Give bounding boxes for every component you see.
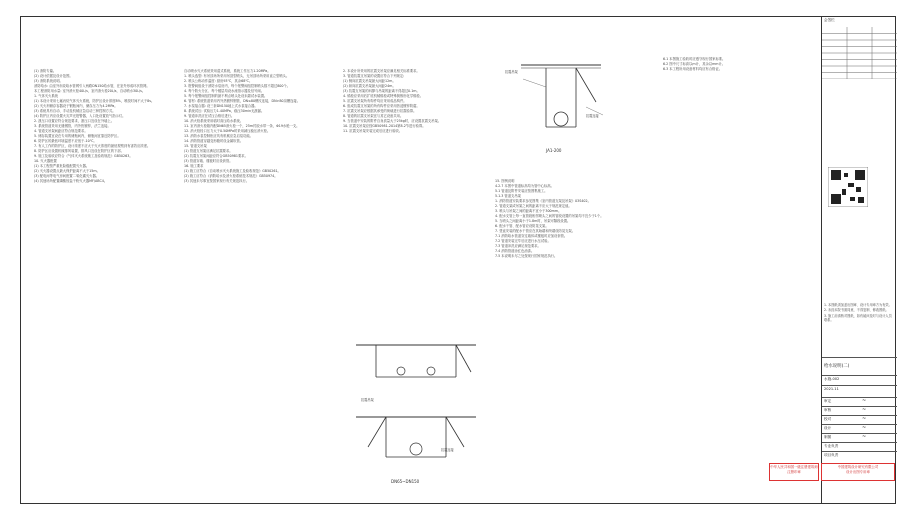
note-paragraph: 3. 喷头与吊架之间的距离不宜小于300mm。	[495, 209, 562, 213]
note-paragraph: (2) 设计依据及设计范围。	[34, 74, 73, 78]
note-paragraph: 5.1.3 管道支吊架	[495, 194, 521, 198]
note-paragraph: (1) 本工程按严重危险级配置灭火器。	[34, 164, 90, 168]
date-row: 2021.11	[822, 385, 897, 395]
note-paragraph: 2. 喷头公称动作温度: 厨房93℃，其余68℃。	[184, 79, 253, 83]
note-paragraph: 8. 系统试压: 试验压力1.40MPa，稳压30min无泄漏。	[184, 109, 265, 113]
signature: ~	[862, 425, 867, 431]
signature: ~	[862, 407, 867, 413]
note-paragraph: 4.2.7 本图中管道标高均为管中心标高。	[495, 184, 554, 188]
design-institute-stamp: 中国建筑设计研究有限公司 设计出图专用章	[821, 463, 895, 481]
note-paragraph: 12. 消火栓栓口压力大于0.50MPa时采用减压稳压消火栓。	[184, 129, 271, 133]
drawing-number-row: 水施-002	[822, 375, 897, 385]
note-paragraph: (4) 其他场所配置磷酸铵盐干粉灭火器MF/ABC4。	[34, 179, 108, 183]
note-paragraph: 5. 储存装置宜设在专用的储瓶间内，储瓶间宜靠近防护区。	[34, 134, 121, 138]
note-paragraph: 3. 系统管道采用无缝钢管，内外热镀锌，法兰连接。	[34, 124, 111, 128]
note-paragraph: 6. 管材: 系统管道采用内外热镀锌钢管，DN≤80螺纹连接，DN>80沟槽连接。	[184, 99, 300, 103]
note-paragraph: 2. 管道支架或吊架之间的距离不应大于规范规定值。	[495, 204, 572, 208]
figure-caption-2: DN65~DN150	[391, 479, 420, 484]
note-paragraph: (2) 灭火剂储存容器设于钢瓶间内，储存压力为4.2MPa。	[34, 104, 118, 108]
note-paragraph: (1) 施工应符合《自动喷水灭火系统施工及验收规范》GB50261。	[184, 169, 281, 173]
note-paragraph: 2. 本设计所采用的抗震支吊架应满足相关标准要求。	[343, 69, 420, 73]
countersign-grid	[822, 27, 897, 79]
signature: ~	[862, 434, 867, 440]
note-paragraph: 10. 消火栓系统采用临时高压给水系统。	[184, 119, 244, 123]
figure-label-1b: 抗震连接	[586, 114, 599, 118]
note-paragraph: 4. 每个防火分区、每个楼层均设水流指示器及信号阀。	[184, 89, 265, 93]
note-paragraph: 10. 灭火器配置	[34, 159, 57, 163]
notes-column-4	[495, 179, 643, 259]
notes-column-2	[184, 69, 329, 184]
note-paragraph: 7.3 管道冲洗应满足规范要求。	[495, 244, 541, 248]
note-paragraph: 7. 水泵接合器: 设三套DN150地上式水泵接合器。	[184, 104, 258, 108]
note-paragraph: 7.2 管道安装完毕后应进行水压试验。	[495, 239, 551, 243]
note-paragraph: 7.5 本说明未尽之处按现行国家规范执行。	[495, 254, 558, 258]
note-paragraph: 11. 室内消火栓箱内配DN65消火栓一个，25m衬胶水带一条，Φ19水枪一支。	[184, 124, 300, 128]
note-paragraph: 4. 配水支管上每一直管段相邻喷头之间的管段设置的吊架均不宜少于1个。	[495, 214, 604, 218]
note-paragraph: (3) 管道穿墙、楼板时应设套管。	[184, 159, 233, 163]
note-paragraph: 5. 每个报警阀组控制的最不利点喷头处设末端试水装置。	[184, 94, 268, 98]
signature: ~	[862, 416, 867, 422]
note-paragraph: 9. 施工及验收应符合《气体灭火系统施工及验收规范》GB50263。	[34, 154, 133, 158]
note-paragraph: 7.4 消防管道涂红色油漆。	[495, 249, 535, 253]
note-paragraph: (4) 防护区内应设置火灾声光报警器，入口处设置放气指示灯。	[34, 114, 126, 118]
note-paragraph: 9. 管道冲洗应在试压合格后进行。	[184, 114, 235, 118]
note-paragraph: 14. 消防管道穿越变形缝时设金属软管。	[184, 139, 244, 143]
note-paragraph: 8. 防护区应设置机械排风装置，排风口宜设在防护区的下部。	[34, 149, 124, 153]
note-paragraph: 11. 抗震支吊架安装完成后应进行验收。	[343, 129, 403, 133]
note-paragraph: (2) 施工应符合《消防给水及消火栓系统技术规范》GB50974。	[184, 174, 278, 178]
seismic-hanger-detail-2	[346, 337, 491, 487]
note-paragraph: 5. 抗震支吊架所有构件均应采用成品构件。	[343, 99, 407, 103]
figure-label-2b: 抗震连接	[441, 448, 454, 452]
note-paragraph: 1. 气体灭火系统	[34, 94, 58, 98]
note-paragraph: 消防给水: 由室外市政给水管网引入两路DN150给水管，在室外形成环状管网。	[34, 84, 150, 88]
note-paragraph: 自动喷水灭火系统采用湿式系统，系统工作压力1.20MPa。	[184, 69, 271, 73]
note-paragraph: 13. 消防水泵控制柜应具有机械应急启泵功能。	[184, 134, 253, 138]
note-paragraph: (3) 系统具有自动、手动及机械应急启动三种控制方式。	[34, 109, 116, 113]
note-paragraph: 2. 泄压口设置应符合规范要求，泄压口宜设在外墙上。	[34, 119, 115, 123]
note-paragraph: 3. 报警阀组设于消防水泵房内，每个报警阀组控制喷头数不超过800个。	[184, 84, 291, 88]
note-paragraph: 5. 当喷头之间距离小于1.8m时，吊架可隔段设置。	[495, 219, 571, 223]
note-paragraph: 8. 管道的抗震支吊架宜与其它设备共用。	[343, 114, 404, 118]
note-paragraph: (1) 消防专篇。	[34, 69, 57, 73]
registration-stamp: 中华人民共和国一级注册建筑师 注册印章	[769, 463, 819, 481]
note-paragraph: (1) 本设计采用七氟丙烷气体灭火系统，防护区设计浓度8%，喷放时间不大于8s。	[34, 99, 155, 103]
note-paragraph: (2) 抗震支吊架间距应符合GB50981要求。	[184, 154, 248, 158]
note-paragraph: 9. 当管道中安装的附件自身质量大于25kg时，应设置抗震支吊架。	[343, 119, 442, 123]
note-paragraph: 7. 抗震支吊架应根据其承受的荷载进行抗震验算。	[343, 109, 417, 113]
signature: ~	[862, 398, 867, 404]
note-paragraph: 4. 管道支吊架间距应符合规范要求。	[34, 129, 88, 133]
note-paragraph: (3) 消防系统说明。	[34, 79, 63, 83]
note-paragraph: 6. 组成抗震支吊架的所有构件应采用热浸镀锌防腐。	[343, 104, 420, 108]
drawing-sheet	[20, 16, 896, 504]
note-paragraph: (1) 侧向抗震支吊架最大间距12m。	[343, 79, 396, 83]
note-paragraph: 1. 消防管道安装要求参见图集《室内管道支架及吊架》03S402。	[495, 199, 591, 203]
title-block-header: 会签栏	[824, 18, 835, 22]
note-paragraph: 7.1 消防给水管道穿过墙体或楼板时应加设套管。	[495, 234, 568, 238]
note-paragraph: (3) 其他未尽事宜按国家现行有关规范执行。	[184, 179, 250, 183]
sign-row-1: 审定 ~	[822, 397, 897, 406]
note-paragraph: 5.1 管道及附件安装应按图集施工。	[495, 189, 548, 193]
sign-row-3: 校对 ~	[822, 415, 897, 424]
notes-column-3	[343, 69, 488, 134]
note-paragraph: 7. 有人工作的防护区，设计浓度不应大于灭火浓度的最低观察到有害效应浓度。	[34, 144, 151, 148]
notes-column-1	[34, 69, 174, 184]
sign-row-7: 项目负责	[822, 451, 897, 460]
notes-column-5	[663, 57, 813, 72]
note-paragraph: 3. 管道抗震支吊架的设置应符合下列规定:	[343, 74, 405, 78]
sign-row-2: 审核 ~	[822, 406, 897, 415]
note-paragraph: 10. 抗震支吊架应按GB50981-2014第8.2节进行验算。	[343, 124, 426, 128]
title-block	[821, 17, 897, 503]
sign-row-5: 制图 ~	[822, 433, 897, 442]
note-paragraph: (3) 配电间等电气房间配置二氧化碳灭火器。	[34, 174, 100, 178]
title-block-notes: 1. 本图纸须加盖出图章、设计专用章方为有效。 2. 未经本院书面同意，不得复制、修改图纸。 3. 施工前请核对图纸，如有疑问及时与设计人员联系。	[824, 303, 892, 323]
note-paragraph: (2) 灭火器设置点最大保护距离不大于15m。	[34, 169, 100, 173]
figure-caption-1: JA1-200	[546, 148, 562, 153]
note-paragraph: (3) 抗震支吊架的斜撑与吊架的距离不得超过0.1m。	[343, 89, 420, 93]
qr-code	[828, 167, 868, 207]
note-paragraph: 15. 管道支吊架	[184, 144, 207, 148]
figure-label-1a: 抗震吊架	[505, 70, 518, 74]
note-paragraph: 6.2 图中尺寸标高以m计，其余以mm计。	[663, 62, 726, 66]
note-paragraph: 6.3 本工程所用设备材料均应有合格证。	[663, 67, 723, 71]
note-paragraph: (2) 纵向抗震支吊架最大间距24m。	[343, 84, 396, 88]
drawing-title-row: 给水说明(二)	[822, 357, 897, 375]
note-paragraph: 6. 配水干管、配水管应设防晃支架。	[495, 224, 549, 228]
note-paragraph: (1) 管道支吊架应满足抗震要求。	[184, 149, 233, 153]
note-paragraph: 16. 施工要求	[184, 164, 204, 168]
note-paragraph: 1. 喷头选型: 有吊顶场所采用吊顶型喷头，无吊顶场所采用直立型喷头。	[184, 74, 290, 78]
note-paragraph: 15. 图例说明	[495, 179, 515, 183]
note-paragraph: 本工程消防用水量: 室外消火栓40L/s，室内消火栓20L/s，自动喷水30L/s。	[34, 89, 146, 93]
figure-label-2a: 抗震吊架	[361, 398, 374, 402]
sign-row-4: 设计 ~	[822, 424, 897, 433]
note-paragraph: 6.1 本图施工验收时应遵守现行国家标准。	[663, 57, 726, 61]
note-paragraph: 7. 竖直安装的配水干管应在其始端和终端设防晃支架。	[495, 229, 576, 233]
sign-row-6: 专业负责	[822, 442, 897, 451]
note-paragraph: 6. 防护区的最低环境温度不应低于-10℃。	[34, 139, 97, 143]
note-paragraph: 4. 锚栓应采用后扩底机械锚栓或特殊倒锥形化学锚栓。	[343, 94, 424, 98]
